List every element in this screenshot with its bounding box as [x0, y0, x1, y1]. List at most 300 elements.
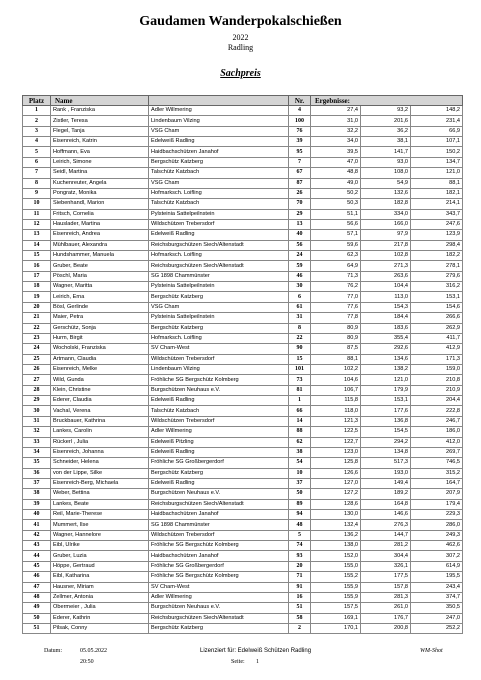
cell-score-2: 54,9	[361, 178, 411, 188]
cell-score-1: 127,2	[311, 489, 361, 499]
cell-club: Burgschützen Neuhaus e.V.	[149, 489, 289, 499]
document-title: Gaudamen Wanderpokalschießen	[139, 14, 342, 29]
cell-name: Wagner, Maritta	[51, 282, 149, 292]
cell-score-3: 134,7	[411, 157, 463, 167]
cell-club: Haidbachschützen Janahof	[149, 147, 289, 157]
cell-nr: 90	[289, 344, 311, 354]
cell-nr: 67	[289, 168, 311, 178]
cell-platz: 18	[23, 282, 51, 292]
cell-club: Reichsburgschützen Siech/Altenstadt	[149, 240, 289, 250]
cell-platz: 46	[23, 572, 51, 582]
cell-score-3: 247,6	[411, 219, 463, 229]
cell-platz: 21	[23, 313, 51, 323]
cell-score-2: 201,6	[361, 116, 411, 126]
cell-score-3: 159,0	[411, 364, 463, 374]
table-row	[23, 427, 463, 437]
cell-name: Reil, Marie-Therese	[51, 510, 149, 520]
table-row	[23, 510, 463, 520]
cell-platz: 51	[23, 623, 51, 633]
cell-name: Zistler, Teresa	[51, 116, 149, 126]
cell-nr: 54	[289, 458, 311, 468]
cell-score-1: 127,0	[311, 478, 361, 488]
cell-nr: 5	[289, 530, 311, 540]
cell-platz: 45	[23, 561, 51, 571]
cell-club: Pylsteinia Sattelpeilnstein	[149, 209, 289, 219]
table-row	[23, 603, 463, 613]
cell-score-1: 50,3	[311, 199, 361, 209]
cell-platz: 1	[23, 106, 51, 116]
cell-club: Talschütz Katzbach	[149, 168, 289, 178]
cell-platz: 22	[23, 323, 51, 333]
table-row	[23, 458, 463, 468]
cell-score-1: 136,2	[311, 530, 361, 540]
table-row	[23, 199, 463, 209]
cell-name: Lankes, Beate	[51, 499, 149, 509]
cell-nr: 71	[289, 572, 311, 582]
table-row	[23, 137, 463, 147]
table-row	[23, 282, 463, 292]
table-row	[23, 230, 463, 240]
cell-score-3: 154,6	[411, 302, 463, 312]
cell-platz: 16	[23, 261, 51, 271]
cell-name: Hoffmann, Eva	[51, 147, 149, 157]
table-row	[23, 157, 463, 167]
cell-platz: 47	[23, 582, 51, 592]
table-row	[23, 499, 463, 509]
cell-score-3: 343,7	[411, 209, 463, 219]
cell-score-1: 39,5	[311, 147, 361, 157]
cell-platz: 17	[23, 271, 51, 281]
cell-platz: 28	[23, 385, 51, 395]
cell-score-2: 144,7	[361, 530, 411, 540]
cell-platz: 37	[23, 478, 51, 488]
cell-club: SV Cham-West	[149, 344, 289, 354]
cell-score-2: 138,2	[361, 364, 411, 374]
cell-club: Edelweiß Radling	[149, 396, 289, 406]
cell-club: Wildschützen Trebersdorf	[149, 354, 289, 364]
cell-name: Bruckbauer, Kathrina	[51, 416, 149, 426]
cell-score-1: 121,3	[311, 416, 361, 426]
cell-club: SG 1898 Chammünster	[149, 271, 289, 281]
cell-club: Bergschütz Katzberg	[149, 292, 289, 302]
cell-name: Vachal, Verena	[51, 406, 149, 416]
cell-nr: 24	[289, 251, 311, 261]
table-row	[23, 561, 463, 571]
table-row	[23, 178, 463, 188]
cell-platz: 35	[23, 458, 51, 468]
cell-club: Fröhliche SG Bergschütz Kolmberg	[149, 375, 289, 385]
cell-name: von der Lippe, Silke	[51, 468, 149, 478]
cell-name: Wild, Gunda	[51, 375, 149, 385]
cell-club: Edelweiß Radling	[149, 478, 289, 488]
cell-platz: 11	[23, 209, 51, 219]
column-header-platz: Platz	[23, 96, 51, 106]
cell-score-2: 108,0	[361, 168, 411, 178]
table-row	[23, 468, 463, 478]
cell-score-2: 334,0	[361, 209, 411, 219]
cell-score-3: 182,1	[411, 188, 463, 198]
cell-name: Eisenreich, Andrea	[51, 230, 149, 240]
table-row	[23, 530, 463, 540]
cell-nr: 74	[289, 541, 311, 551]
cell-club: SV Cham-West	[149, 582, 289, 592]
cell-nr: 88	[289, 427, 311, 437]
cell-platz: 4	[23, 137, 51, 147]
table-row	[23, 375, 463, 385]
cell-name: Mühlbauer, Alexandra	[51, 240, 149, 250]
cell-club: Talschütz Katzbach	[149, 406, 289, 416]
cell-club: Fröhliche SG Großbergerdorf	[149, 561, 289, 571]
event-year: 2022	[232, 33, 249, 42]
cell-score-2: 271,3	[361, 261, 411, 271]
cell-score-3: 88,1	[411, 178, 463, 188]
cell-name: Flegel, Tanja	[51, 126, 149, 136]
cell-platz: 42	[23, 530, 51, 540]
cell-score-2: 182,8	[361, 199, 411, 209]
cell-score-1: 59,6	[311, 240, 361, 250]
cell-score-2: 164,8	[361, 499, 411, 509]
cell-name: Wagner, Hannelore	[51, 530, 149, 540]
cell-score-3: 307,2	[411, 551, 463, 561]
cell-platz: 31	[23, 416, 51, 426]
cell-name: Lankes, Carolin	[51, 427, 149, 437]
table-row	[23, 396, 463, 406]
cell-score-3: 214,1	[411, 199, 463, 209]
cell-club: Fröhliche SG Bergschütz Kolmberg	[149, 541, 289, 551]
cell-score-1: 50,2	[311, 188, 361, 198]
cell-platz: 23	[23, 333, 51, 343]
cell-score-2: 193,0	[361, 468, 411, 478]
cell-score-2: 134,6	[361, 354, 411, 364]
cell-club: Bergschütz Katzberg	[149, 623, 289, 633]
cell-score-3: 266,6	[411, 313, 463, 323]
cell-score-1: 106,7	[311, 385, 361, 395]
cell-score-1: 132,4	[311, 520, 361, 530]
cell-score-1: 27,4	[311, 106, 361, 116]
cell-nr: 61	[289, 302, 311, 312]
cell-club: Lindenbaum Vilzing	[149, 364, 289, 374]
cell-score-2: 157,8	[361, 582, 411, 592]
footer-page-number: 1	[256, 659, 259, 665]
cell-nr: 48	[289, 520, 311, 530]
cell-club: Edelweiß Radling	[149, 137, 289, 147]
cell-nr: 2	[289, 623, 311, 633]
table-row	[23, 116, 463, 126]
cell-score-1: 123,0	[311, 447, 361, 457]
cell-club: Wildschützen Trebersdorf	[149, 530, 289, 540]
table-row	[23, 416, 463, 426]
cell-score-2: 326,1	[361, 561, 411, 571]
cell-platz: 15	[23, 251, 51, 261]
cell-score-2: 121,0	[361, 375, 411, 385]
table-row	[23, 364, 463, 374]
cell-nr: 93	[289, 551, 311, 561]
cell-name: Eisenreich, Katrin	[51, 137, 149, 147]
cell-score-3: 278,1	[411, 261, 463, 271]
cell-score-2: 183,6	[361, 323, 411, 333]
table-row	[23, 126, 463, 136]
table-row	[23, 623, 463, 633]
cell-name: Leirich, Erna	[51, 292, 149, 302]
cell-score-2: 263,6	[361, 271, 411, 281]
cell-name: Rückerl , Julia	[51, 437, 149, 447]
cell-score-3: 123,9	[411, 230, 463, 240]
table-row	[23, 323, 463, 333]
cell-platz: 48	[23, 592, 51, 602]
cell-score-2: 36,2	[361, 126, 411, 136]
cell-score-1: 47,0	[311, 157, 361, 167]
column-header-nr: Nr.	[289, 96, 311, 106]
table-row	[23, 261, 463, 271]
cell-nr: 87	[289, 178, 311, 188]
cell-score-3: 179,4	[411, 499, 463, 509]
cell-name: Pongratz, Monika	[51, 188, 149, 198]
cell-score-2: 38,1	[361, 137, 411, 147]
cell-platz: 41	[23, 520, 51, 530]
cell-platz: 39	[23, 499, 51, 509]
cell-score-2: 104,4	[361, 282, 411, 292]
cell-club: Fröhliche SG Bergschütz Kolmberg	[149, 572, 289, 582]
cell-platz: 7	[23, 168, 51, 178]
cell-nr: 58	[289, 613, 311, 623]
table-row	[23, 271, 463, 281]
cell-score-1: 155,9	[311, 582, 361, 592]
event-place: Radling	[227, 43, 254, 52]
cell-club: Edelweiß Radling	[149, 230, 289, 240]
cell-score-3: 279,6	[411, 271, 463, 281]
cell-score-1: 87,5	[311, 344, 361, 354]
cell-score-2: 184,4	[361, 313, 411, 323]
cell-platz: 12	[23, 219, 51, 229]
cell-club: Reichsburgschützen Siech/Altenstadt	[149, 261, 289, 271]
cell-name: Zellmer, Antonia	[51, 592, 149, 602]
cell-platz: 24	[23, 344, 51, 354]
cell-club: VSG Cham	[149, 178, 289, 188]
cell-platz: 30	[23, 406, 51, 416]
cell-club: Fröhliche SG Großbergerdorf	[149, 458, 289, 468]
cell-score-3: 412,9	[411, 344, 463, 354]
table-row	[23, 447, 463, 457]
cell-platz: 32	[23, 427, 51, 437]
cell-score-2: 292,6	[361, 344, 411, 354]
cell-score-2: 200,8	[361, 623, 411, 633]
cell-platz: 44	[23, 551, 51, 561]
cell-club: Talschütz Katzbach	[149, 199, 289, 209]
cell-score-1: 152,0	[311, 551, 361, 561]
cell-nr: 29	[289, 209, 311, 219]
cell-score-1: 122,5	[311, 427, 361, 437]
cell-club: Haidbachschützen Janahof	[149, 551, 289, 561]
cell-platz: 33	[23, 437, 51, 447]
cell-score-3: 148,2	[411, 106, 463, 116]
cell-nr: 37	[289, 478, 311, 488]
cell-nr: 39	[289, 137, 311, 147]
cell-score-3: 66,9	[411, 126, 463, 136]
cell-nr: 100	[289, 116, 311, 126]
table-row	[23, 168, 463, 178]
table-row	[23, 520, 463, 530]
cell-score-3: 249,3	[411, 530, 463, 540]
cell-score-3: 171,3	[411, 354, 463, 364]
cell-score-1: 115,8	[311, 396, 361, 406]
cell-score-1: 56,6	[311, 219, 361, 229]
cell-nr: 8	[289, 323, 311, 333]
cell-name: Artmann, Claudia	[51, 354, 149, 364]
cell-score-1: 169,1	[311, 613, 361, 623]
cell-platz: 43	[23, 541, 51, 551]
cell-platz: 50	[23, 613, 51, 623]
cell-club: Bergschütz Katzberg	[149, 323, 289, 333]
cell-platz: 19	[23, 292, 51, 302]
cell-name: Hundshammer, Manuela	[51, 251, 149, 261]
table-row	[23, 240, 463, 250]
table-row	[23, 209, 463, 219]
cell-score-2: 146,6	[361, 510, 411, 520]
table-row	[23, 302, 463, 312]
column-header-ergebnisse: Ergebnisse:	[311, 96, 463, 106]
cell-name: Fritsch, Cornelia	[51, 209, 149, 219]
cell-nr: 20	[289, 561, 311, 571]
cell-score-2: 179,9	[361, 385, 411, 395]
cell-nr: 94	[289, 510, 311, 520]
cell-score-2: 154,3	[361, 302, 411, 312]
cell-platz: 5	[23, 147, 51, 157]
cell-name: Bösl, Gerlinde	[51, 302, 149, 312]
cell-score-1: 125,8	[311, 458, 361, 468]
cell-name: Leirich, Simone	[51, 157, 149, 167]
cell-score-2: 517,3	[361, 458, 411, 468]
cell-nr: 101	[289, 364, 311, 374]
cell-name: Obermeier , Julia	[51, 603, 149, 613]
cell-score-3: 153,1	[411, 292, 463, 302]
cell-score-1: 102,2	[311, 364, 361, 374]
cell-platz: 9	[23, 188, 51, 198]
cell-club: Hofmarksch. Loifling	[149, 251, 289, 261]
cell-score-2: 153,1	[361, 396, 411, 406]
table-row	[23, 572, 463, 582]
cell-score-2: 149,4	[361, 478, 411, 488]
cell-score-2: 136,8	[361, 416, 411, 426]
cell-score-3: 229,3	[411, 510, 463, 520]
cell-name: Gruber, Beate	[51, 261, 149, 271]
cell-score-2: 217,8	[361, 240, 411, 250]
cell-platz: 38	[23, 489, 51, 499]
cell-nr: 7	[289, 157, 311, 167]
table-row	[23, 489, 463, 499]
cell-nr: 26	[289, 188, 311, 198]
cell-club: Edelweiß Pitzling	[149, 437, 289, 447]
cell-nr: 51	[289, 603, 311, 613]
cell-score-2: 281,2	[361, 541, 411, 551]
table-row	[23, 313, 463, 323]
cell-score-1: 138,0	[311, 541, 361, 551]
table-row	[23, 541, 463, 551]
cell-score-2: 281,3	[361, 592, 411, 602]
cell-score-1: 80,9	[311, 323, 361, 333]
cell-club: Hofmarksch. Loifling	[149, 188, 289, 198]
cell-score-2: 176,7	[361, 613, 411, 623]
table-row	[23, 188, 463, 198]
cell-club: VSG Cham	[149, 126, 289, 136]
table-row	[23, 406, 463, 416]
cell-club: Wildschützen Trebersdorf	[149, 416, 289, 426]
cell-score-3: 231,4	[411, 116, 463, 126]
footer-page-label: Seite:	[231, 659, 245, 665]
cell-score-1: 130,0	[311, 510, 361, 520]
table-row	[23, 354, 463, 364]
cell-score-2: 141,7	[361, 147, 411, 157]
table-row	[23, 437, 463, 447]
cell-name: Maier, Petra	[51, 313, 149, 323]
cell-platz: 6	[23, 157, 51, 167]
cell-score-3: 252,2	[411, 623, 463, 633]
cell-platz: 13	[23, 230, 51, 240]
cell-platz: 34	[23, 447, 51, 457]
cell-club: Burgschützen Neuhaus e.V.	[149, 385, 289, 395]
table-row	[23, 478, 463, 488]
cell-nr: 14	[289, 416, 311, 426]
cell-score-2: 166,0	[361, 219, 411, 229]
cell-name: Kuchenreuter, Angela	[51, 178, 149, 188]
cell-score-3: 164,7	[411, 478, 463, 488]
cell-score-3: 107,1	[411, 137, 463, 147]
cell-club: Adler Willmering	[149, 427, 289, 437]
cell-score-3: 350,5	[411, 603, 463, 613]
cell-name: Eibl, Katharina	[51, 572, 149, 582]
cell-club: Bergschütz Katzberg	[149, 157, 289, 167]
cell-club: SG 1898 Chammünster	[149, 520, 289, 530]
cell-score-2: 189,2	[361, 489, 411, 499]
cell-name: Gerschütz, Sonja	[51, 323, 149, 333]
cell-score-3: 746,5	[411, 458, 463, 468]
cell-score-1: 104,6	[311, 375, 361, 385]
cell-nr: 91	[289, 582, 311, 592]
cell-score-1: 64,9	[311, 261, 361, 271]
cell-nr: 38	[289, 447, 311, 457]
cell-score-1: 76,2	[311, 282, 361, 292]
cell-score-2: 355,4	[361, 333, 411, 343]
cell-platz: 27	[23, 375, 51, 385]
cell-score-2: 102,8	[361, 251, 411, 261]
cell-score-2: 134,8	[361, 447, 411, 457]
section-heading: Sachpreis	[220, 68, 261, 79]
cell-nr: 76	[289, 126, 311, 136]
cell-score-3: 195,5	[411, 572, 463, 582]
column-header-club	[149, 96, 289, 106]
cell-score-1: 80,9	[311, 333, 361, 343]
cell-nr: 95	[289, 147, 311, 157]
cell-platz: 29	[23, 396, 51, 406]
cell-score-3: 243,4	[411, 582, 463, 592]
cell-score-1: 155,2	[311, 572, 361, 582]
cell-nr: 81	[289, 385, 311, 395]
cell-name: Siebenhandl, Marion	[51, 199, 149, 209]
table-row	[23, 344, 463, 354]
cell-club: Hofmarksch. Loifling	[149, 333, 289, 343]
cell-name: Ederer, Claudia	[51, 396, 149, 406]
cell-name: Schneider, Helena	[51, 458, 149, 468]
cell-score-2: 93,2	[361, 106, 411, 116]
cell-score-3: 462,6	[411, 541, 463, 551]
cell-score-3: 315,2	[411, 468, 463, 478]
cell-score-3: 207,9	[411, 489, 463, 499]
cell-score-2: 261,0	[361, 603, 411, 613]
table-header-row	[23, 96, 463, 106]
cell-score-3: 246,7	[411, 416, 463, 426]
cell-nr: 40	[289, 230, 311, 240]
cell-name: Pöschl, Maria	[51, 271, 149, 281]
cell-score-3: 286,0	[411, 520, 463, 530]
